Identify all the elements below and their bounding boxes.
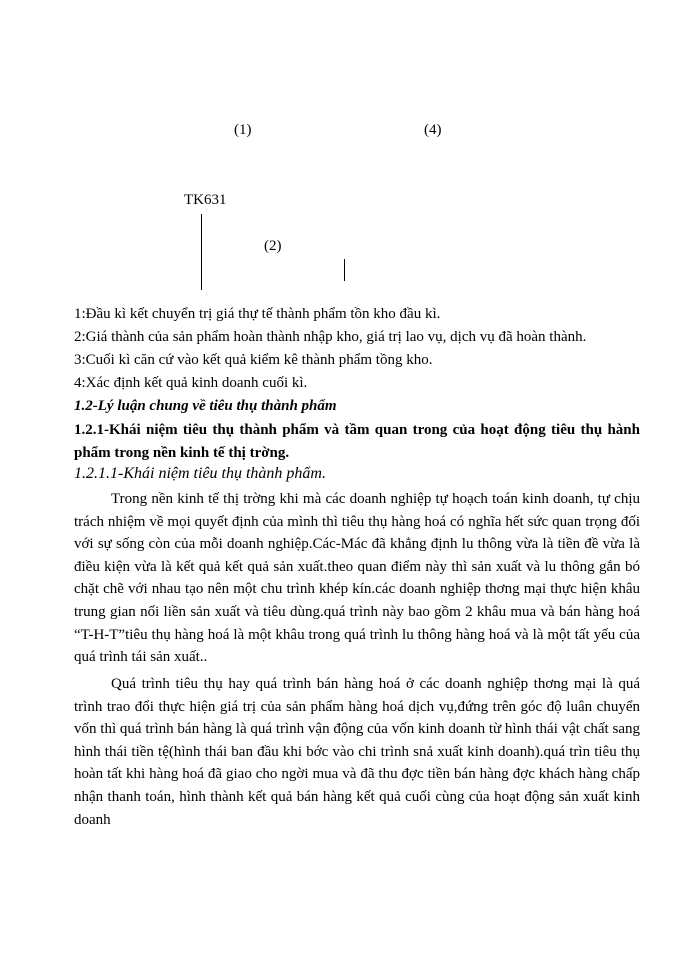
account-tk631-label: TK631 bbox=[184, 192, 227, 208]
diagram-label-4: (4) bbox=[424, 122, 442, 138]
diagram-short-line bbox=[344, 259, 345, 281]
section-1-2-heading: 1.2-Lý luận chung về tiêu thụ thành phẩm bbox=[74, 398, 337, 414]
body-paragraph-2: Quá trình tiêu thụ hay quá trình bán hàng hoá ở các doanh nghiệp thơng mại là quá trình trao đổi thực hiện giá trị của sản phẩm hàng hoá dịch vụ,đứng trên góc độ luân chuyển vốn thì quá trình bán hàng là quá trình vận động của vốn kinh doanh từ hình thái vật chất sang hình thái tiền tệ(hình thái ban đầu khi bớc vào chi trình snả xuất kinh doanh).quá trìn tiêu thụ hoàn tất khi hàng hoá đã giao cho ngời mua và đã thu đợc tiền bán hàng đợc khách hàng chấp nhận thanh toán, hình thành kết quả bán hàng kết quả cuối cùng của hoạt động sản xuất kinh doanh bbox=[74, 676, 640, 828]
note-1: 1:Đầu kì kết chuyển trị giá thự tế thành phẩm tồn kho đầu kì. bbox=[74, 306, 441, 322]
section-1-2-1-heading: 1.2.1-Khái niệm tiêu thụ thành phẩm và tầm quan trong của hoạt động tiêu thụ hành phẩm trong nền kinh tế thị trờng. bbox=[74, 422, 640, 461]
note-2: 2:Giá thành của sản phẩm hoàn thành nhập kho, giá trị lao vụ, dịch vụ đã hoàn thành. bbox=[74, 329, 587, 345]
note-3: 3:Cuối kì căn cứ vào kết quả kiểm kê thành phẩm tồng kho. bbox=[74, 352, 433, 368]
diagram-label-1: (1) bbox=[234, 122, 252, 138]
body-paragraph-1: Trong nền kinh tế thị trờng khi mà các doanh nghiệp tự hoạch toán kinh doanh, tự chịu trách nhiệm về mọi quyết định của mình thì tiêu thụ hàng hoá có nghĩa hết sức quan trọng đối với sự sống còn của mỗi doanh nghiệp.Các-Mác đã khẳng định lu thông vừa là tiền đề vừa là điều kiện vừa là kết quả kết quả sản xuất.theo quan điểm này thì sản xuất và lu thông gắn bó chặt chẽ với nhau tạo nên một chu trình khép kín.các doanh nghiệp thơng mại thực hiện khâu trung gian nối liền sản xuất và tiêu dùng.quá trình này bao gồm 2 khâu mua và bán hàng hoá “T-H-T”tiêu thụ hàng hoá là một khâu trong quá trình lu thông hàng hoá và là một tất yếu của quá trình tái sản xuất.. bbox=[74, 491, 640, 666]
account-vertical-line bbox=[201, 214, 202, 290]
note-4: 4:Xác định kết quả kinh doanh cuối kì. bbox=[74, 375, 308, 391]
diagram-label-2: (2) bbox=[264, 238, 282, 254]
section-1-2-1-1-heading: 1.2.1.1-Khái niệm tiêu thụ thành phẩm. bbox=[74, 465, 326, 482]
